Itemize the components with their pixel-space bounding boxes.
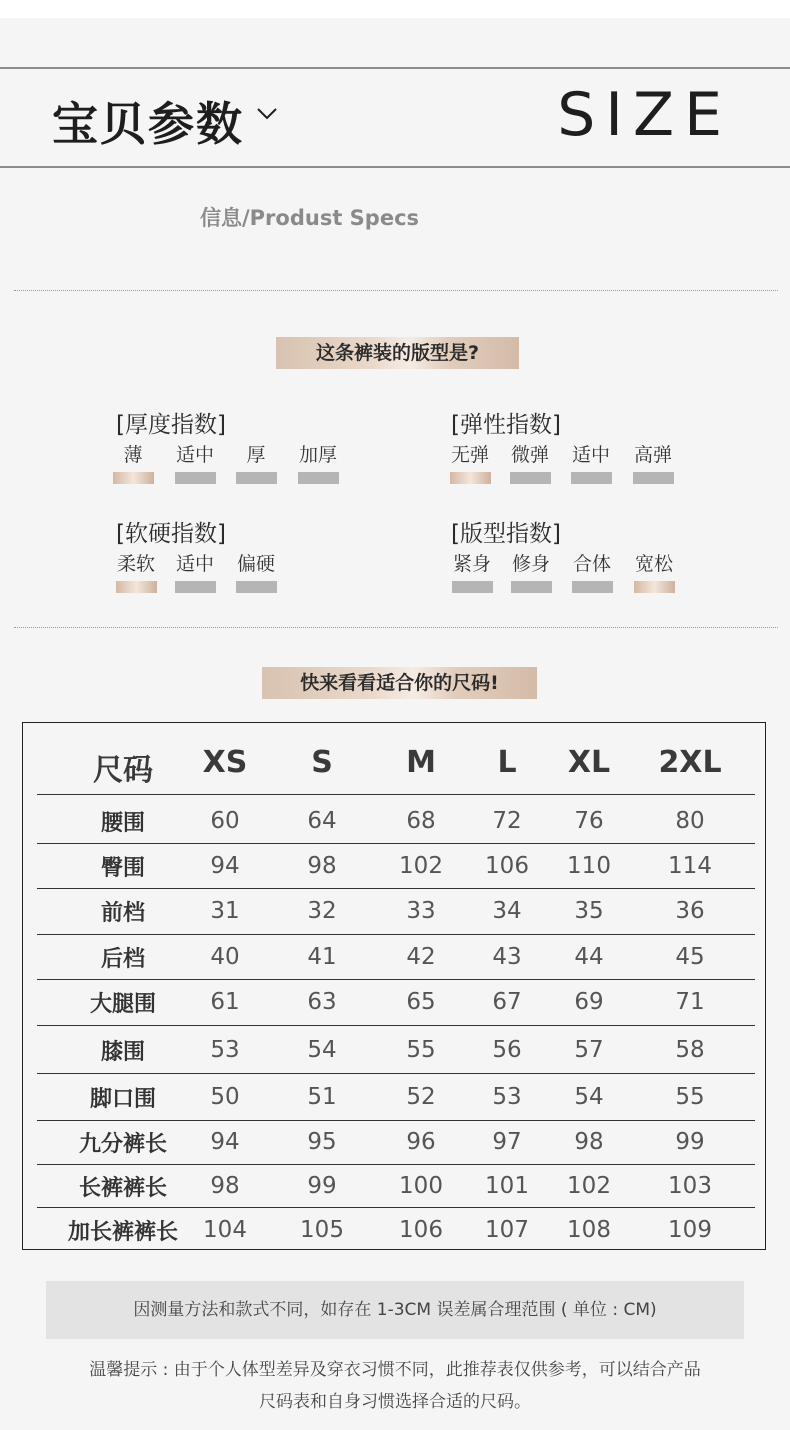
header-bottom-rule: [0, 166, 790, 168]
index-bar: [236, 472, 277, 484]
table-cell: 107: [485, 1217, 529, 1243]
table-cell: 45: [675, 944, 705, 970]
table-cell: 94: [210, 1129, 240, 1155]
index-bar: [175, 581, 216, 593]
tip-line-1: 温馨提示 : 由于个人体型差异及穿衣习惯不同，此推荐表仅供参考，可以结合产品: [89, 1360, 701, 1380]
table-cell: 98: [307, 853, 337, 879]
table-cell: 76: [574, 808, 604, 834]
size-banner: 快来看看适合你的尺码!: [262, 667, 537, 699]
table-row-label: 大腿围: [89, 992, 156, 1017]
table-cell: 40: [210, 944, 240, 970]
table-row-divider: [37, 888, 755, 889]
table-cell: 55: [675, 1084, 705, 1110]
index-option-label: 加厚: [298, 444, 337, 466]
table-cell: 63: [307, 989, 337, 1015]
table-row-divider: [37, 934, 755, 935]
index-bar: [510, 472, 551, 484]
index-title: [版型指数]: [451, 521, 561, 547]
table-cell: 99: [307, 1173, 337, 1199]
table-row-label: 后档: [100, 947, 145, 972]
table-cell: 53: [492, 1084, 522, 1110]
table-cell: 68: [406, 808, 436, 834]
index-option-label: 偏硬: [236, 553, 275, 575]
measure-note: 因测量方法和款式不同，如存在 1-3CM 误差属合理范围 ( 单位 : CM): [46, 1281, 744, 1339]
table-cell: 98: [574, 1129, 604, 1155]
table-cell: 102: [399, 853, 443, 879]
tip-line-2: 尺码表和自身习惯选择合适的尺码。: [259, 1392, 531, 1412]
index-option-label: 柔软: [116, 553, 155, 575]
index-option-label: 适中: [175, 444, 214, 466]
table-cell: 109: [668, 1217, 712, 1243]
index-bar-selected: [116, 581, 157, 593]
table-cell: 34: [492, 898, 522, 924]
table-cell: 96: [406, 1129, 436, 1155]
table-cell: 106: [485, 853, 529, 879]
index-bar-selected: [634, 581, 675, 593]
table-cell: 35: [574, 898, 604, 924]
index-bar-selected: [113, 472, 154, 484]
table-cell: 57: [574, 1037, 604, 1063]
size-heading: SIZE: [557, 80, 732, 150]
table-cell: 53: [210, 1037, 240, 1063]
table-cell: 95: [307, 1129, 337, 1155]
header-top-rule: [0, 67, 790, 69]
table-row-label: 长裤裤长: [78, 1176, 167, 1201]
table-cell: 42: [406, 944, 436, 970]
index-option-label: 薄: [123, 444, 143, 466]
table-cell: 110: [567, 853, 611, 879]
table-row-label: 前档: [100, 901, 145, 926]
index-title: [软硬指数]: [116, 521, 226, 547]
table-cell: 67: [492, 989, 522, 1015]
dotted-divider: [14, 627, 778, 628]
table-cell: 41: [307, 944, 337, 970]
index-option-label: 无弹: [450, 444, 489, 466]
table-row-label: 腰围: [100, 811, 145, 836]
table-cell: 104: [203, 1217, 247, 1243]
table-cell: 106: [399, 1217, 443, 1243]
table-row-label: 加长裤裤长: [67, 1220, 178, 1245]
index-option-label: 宽松: [634, 553, 673, 575]
table-cell: 61: [210, 989, 240, 1015]
table-cell: 108: [567, 1217, 611, 1243]
index-bar: [452, 581, 493, 593]
table-row-divider: [37, 1073, 755, 1074]
table-cell: 94: [210, 853, 240, 879]
table-row-divider: [37, 843, 755, 844]
table-cell: 54: [574, 1084, 604, 1110]
size-header-2xl: 2XL: [658, 745, 722, 780]
fit-banner: 这条裤装的版型是?: [276, 337, 519, 369]
table-row-label: 九分裤长: [78, 1132, 167, 1157]
specs-label: 信息/Produst Specs: [200, 206, 420, 230]
top-white-strip: [0, 0, 790, 18]
table-row-divider: [37, 794, 755, 795]
index-bar: [298, 472, 339, 484]
index-bar: [633, 472, 674, 484]
table-cell: 58: [675, 1037, 705, 1063]
table-cell: 69: [574, 989, 604, 1015]
table-cell: 80: [675, 808, 705, 834]
table-cell: 44: [574, 944, 604, 970]
table-cell: 52: [406, 1084, 436, 1110]
table-cell: 55: [406, 1037, 436, 1063]
index-option-label: 适中: [175, 553, 214, 575]
table-cell: 72: [492, 808, 522, 834]
index-option-label: 修身: [511, 553, 550, 575]
index-title: [弹性指数]: [451, 412, 561, 438]
index-option-label: 紧身: [452, 553, 491, 575]
size-table: [22, 722, 766, 1250]
table-row-label: 臀围: [100, 856, 145, 881]
index-option-label: 厚: [246, 444, 266, 466]
chevron-down-icon[interactable]: [256, 103, 278, 125]
table-cell: 64: [307, 808, 337, 834]
table-cell: 51: [307, 1084, 337, 1110]
table-cell: 97: [492, 1129, 522, 1155]
index-bar: [175, 472, 216, 484]
table-row-divider: [37, 1120, 755, 1121]
size-header-xl: XL: [567, 745, 611, 780]
size-column-header: 尺码: [93, 753, 153, 788]
index-bar: [572, 581, 613, 593]
table-cell: 98: [210, 1173, 240, 1199]
table-cell: 105: [300, 1217, 344, 1243]
index-option-label: 适中: [571, 444, 610, 466]
table-cell: 56: [492, 1037, 522, 1063]
size-header-xs: XS: [202, 745, 248, 780]
index-option-label: 高弹: [633, 444, 672, 466]
index-bar: [236, 581, 277, 593]
size-header-l: L: [497, 745, 517, 780]
table-cell: 60: [210, 808, 240, 834]
table-cell: 114: [668, 853, 712, 879]
table-row-label: 脚口围: [89, 1087, 156, 1112]
table-cell: 71: [675, 989, 705, 1015]
size-header-m: M: [406, 745, 436, 780]
table-cell: 50: [210, 1084, 240, 1110]
index-title: [厚度指数]: [116, 412, 226, 438]
table-cell: 100: [399, 1173, 443, 1199]
index-bar: [571, 472, 612, 484]
size-header-s: S: [311, 745, 333, 780]
index-bar: [511, 581, 552, 593]
table-row-divider: [37, 1164, 755, 1165]
page-title: 宝贝参数: [52, 97, 244, 151]
dotted-divider: [14, 290, 778, 291]
table-row-divider: [37, 1025, 755, 1026]
table-row-divider: [37, 1207, 755, 1208]
table-cell: 103: [668, 1173, 712, 1199]
table-cell: 31: [210, 898, 240, 924]
table-cell: 101: [485, 1173, 529, 1199]
index-bar-selected: [450, 472, 491, 484]
table-cell: 99: [675, 1129, 705, 1155]
table-cell: 65: [406, 989, 436, 1015]
table-row-divider: [37, 979, 755, 980]
table-cell: 102: [567, 1173, 611, 1199]
index-option-label: 微弹: [510, 444, 549, 466]
table-cell: 33: [406, 898, 436, 924]
table-row-label: 膝围: [100, 1040, 145, 1065]
table-cell: 43: [492, 944, 522, 970]
table-cell: 32: [307, 898, 337, 924]
table-cell: 36: [675, 898, 705, 924]
index-option-label: 合体: [572, 553, 611, 575]
table-cell: 54: [307, 1037, 337, 1063]
